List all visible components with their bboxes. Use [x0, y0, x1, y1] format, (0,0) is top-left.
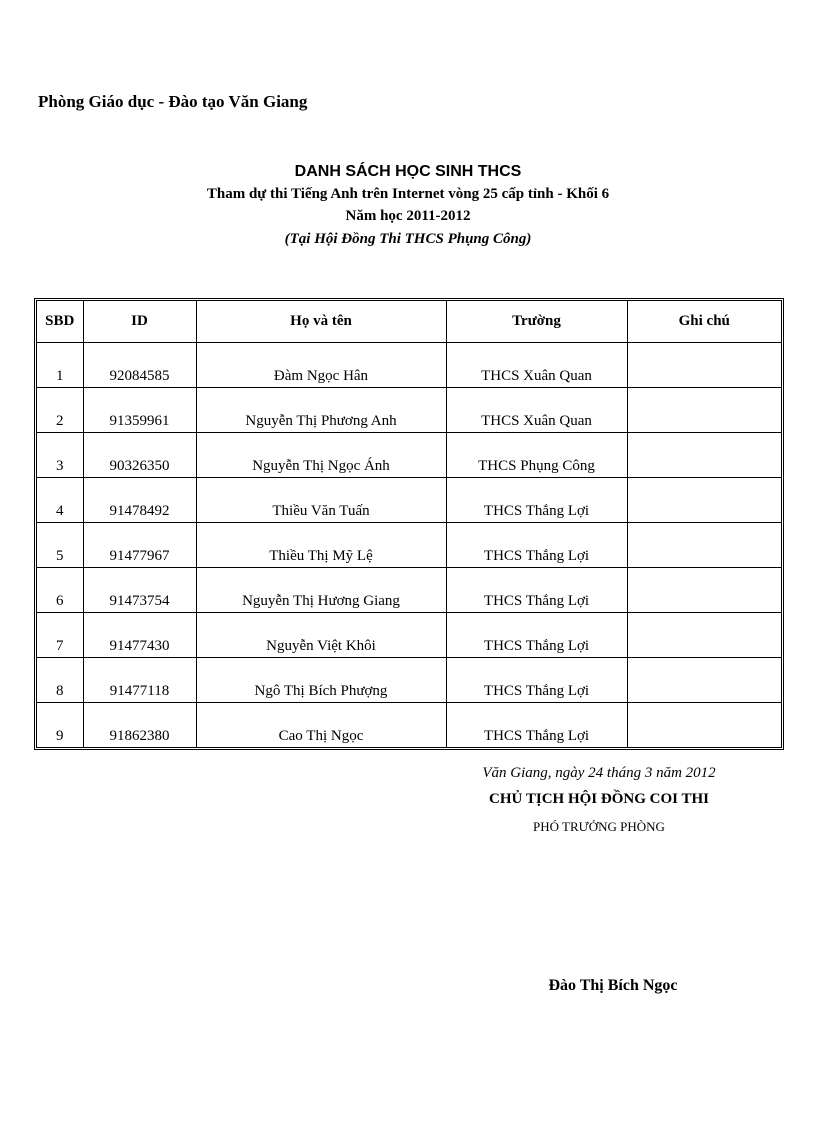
cell-id: 91477967: [83, 523, 196, 568]
cell-school: THCS Thắng Lợi: [446, 568, 627, 613]
department-name: Phòng Giáo dục - Đào tạo Văn Giang: [38, 92, 308, 111]
column-header-note: Ghi chú: [627, 301, 781, 343]
place-and-date: Văn Giang, ngày 24 tháng 3 năm 2012: [482, 765, 716, 781]
table-header-row: [37, 301, 781, 343]
chair-title: CHỦ TỊCH HỘI ĐỒNG COI THI: [489, 791, 709, 807]
cell-name: Thiều Văn Tuấn: [196, 478, 446, 523]
cell-school: THCS Thắng Lợi: [446, 658, 627, 703]
exam-venue: (Tại Hội Đồng Thi THCS Phụng Công): [284, 231, 532, 247]
cell-note: [627, 388, 781, 433]
cell-school: THCS Xuân Quan: [446, 343, 627, 388]
table-row: [37, 568, 781, 613]
cell-note: [627, 433, 781, 478]
cell-sbd: 6: [37, 568, 83, 613]
table-row: [37, 703, 781, 748]
column-header-sbd: SBD: [37, 301, 83, 343]
column-header-name: Họ và tên: [196, 301, 446, 343]
cell-sbd: 1: [37, 343, 83, 388]
cell-school: THCS Xuân Quan: [446, 388, 627, 433]
school-year: Năm học 2011-2012: [345, 208, 471, 224]
cell-note: [627, 613, 781, 658]
table-row: [37, 658, 781, 703]
cell-school: THCS Thắng Lợi: [446, 613, 627, 658]
cell-note: [627, 568, 781, 613]
cell-id: 91359961: [83, 388, 196, 433]
student-list-table: [34, 298, 784, 750]
cell-school: THCS Thắng Lợi: [446, 478, 627, 523]
document-title: DANH SÁCH HỌC SINH THCS: [294, 163, 522, 180]
cell-sbd: 4: [37, 478, 83, 523]
column-header-school: Trường: [446, 301, 627, 343]
cell-school: THCS Thắng Lợi: [446, 523, 627, 568]
cell-name: Thiều Thị Mỹ Lệ: [196, 523, 446, 568]
cell-id: 91862380: [83, 703, 196, 748]
signer-name: Đào Thị Bích Ngọc: [548, 977, 678, 994]
cell-sbd: 7: [37, 613, 83, 658]
cell-note: [627, 478, 781, 523]
table-row: [37, 388, 781, 433]
cell-id: 91477118: [83, 658, 196, 703]
cell-school: THCS Thắng Lợi: [446, 703, 627, 748]
table-row: [37, 613, 781, 658]
cell-note: [627, 523, 781, 568]
cell-id: 91477430: [83, 613, 196, 658]
table-row: [37, 478, 781, 523]
table-row: [37, 523, 781, 568]
cell-name: Nguyễn Việt Khôi: [196, 613, 446, 658]
cell-name: Nguyễn Thị Phương Anh: [196, 388, 446, 433]
cell-name: Cao Thị Ngọc: [196, 703, 446, 748]
cell-sbd: 2: [37, 388, 83, 433]
cell-name: Ngô Thị Bích Phượng: [196, 658, 446, 703]
cell-id: 91473754: [83, 568, 196, 613]
cell-name: Nguyễn Thị Ngọc Ánh: [196, 433, 446, 478]
table-row: [37, 433, 781, 478]
cell-name: Đàm Ngọc Hân: [196, 343, 446, 388]
cell-id: 90326350: [83, 433, 196, 478]
cell-sbd: 9: [37, 703, 83, 748]
cell-note: [627, 703, 781, 748]
cell-school: THCS Phụng Công: [446, 433, 627, 478]
deputy-title: PHÓ TRƯỞNG PHÒNG: [533, 819, 665, 834]
cell-sbd: 8: [37, 658, 83, 703]
cell-id: 92084585: [83, 343, 196, 388]
cell-note: [627, 343, 781, 388]
document-subtitle: Tham dự thi Tiếng Anh trên Internet vòng 25 cấp tỉnh - Khối 6: [206, 186, 610, 202]
cell-sbd: 3: [37, 433, 83, 478]
cell-id: 91478492: [83, 478, 196, 523]
cell-sbd: 5: [37, 523, 83, 568]
column-header-id: ID: [83, 301, 196, 343]
table-row: [37, 343, 781, 388]
cell-note: [627, 658, 781, 703]
cell-name: Nguyễn Thị Hương Giang: [196, 568, 446, 613]
